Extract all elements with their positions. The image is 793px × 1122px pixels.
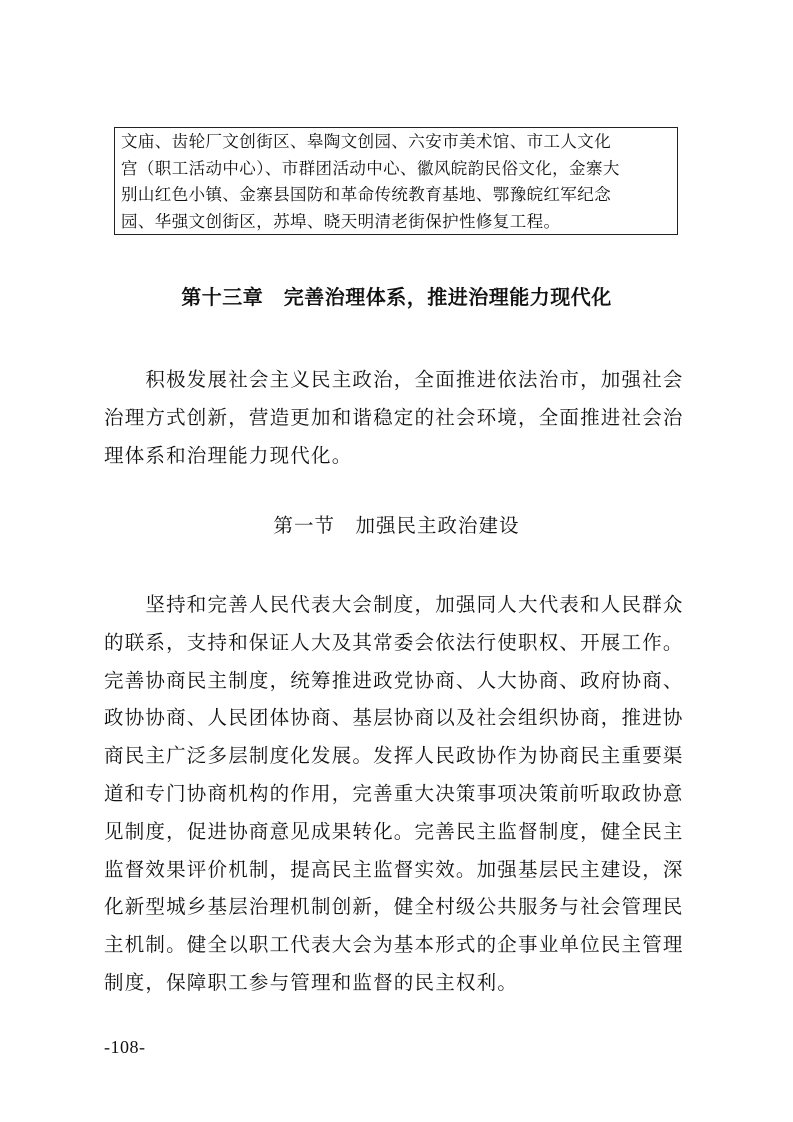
project-list-box xyxy=(114,127,678,235)
intro-paragraph xyxy=(104,361,694,474)
paragraph-line: 的联系，支持和保证人大及其常委会依法行使职权、开展工作。 xyxy=(104,630,684,654)
paragraph-line: 化新型城乡基层治理机制创新，健全村级公共服务与社会管理民 xyxy=(104,895,684,919)
paragraph-line: 制度，保障职工参与管理和监督的民主权利。 xyxy=(104,970,519,994)
paragraph-line: 商民主广泛多层制度化发展。发挥人民政协作为协商民主重要渠 xyxy=(104,744,684,768)
paragraph-line: 治理方式创新，营造更加和谐稳定的社会环境，全面推进社会治 xyxy=(104,405,684,429)
paragraph-line: 道和专门协商机构的作用，完善重大决策事项决策前听取政协意 xyxy=(104,781,684,805)
paragraph-line: 政协协商、人民团体协商、基层协商以及社会组织协商，推进协 xyxy=(104,706,684,730)
paragraph-line: 积极发展社会主义民主政治，全面推进依法治市，加强社会 xyxy=(104,368,684,391)
page-number: -108- xyxy=(104,1037,146,1057)
paragraph-line: 见制度，促进协商意见成果转化。完善民主监督制度，健全民主 xyxy=(104,819,684,843)
paragraph-line: 主机制。健全以职工代表大会为基本形式的企事业单位民主管理 xyxy=(104,933,684,957)
box-text-line: 宫（职工活动中心）、市群团活动中心、徽风皖韵民俗文化，金寨大 xyxy=(121,158,620,178)
paragraph-line: 坚持和完善人民代表大会制度，加强同人大代表和人民群众 xyxy=(104,593,684,616)
box-text-line: 别山红色小镇、金寨县国防和革命传统教育基地、鄂豫皖红军纪念 xyxy=(121,185,612,204)
paragraph-line: 监督效果评价机制，提高民主监督实效。加强基层民主建设，深 xyxy=(104,857,684,881)
box-text-line: 园、华强文创街区，苏埠、晓天明清老街保护性修复工程。 xyxy=(121,211,561,231)
section-title: 第一节 加强民主政治建设 xyxy=(273,514,520,537)
paragraph-line: 理体系和治理能力现代化。 xyxy=(104,443,353,467)
paragraph-line: 完善协商民主制度，统筹推进政党协商、人大协商、政府协商、 xyxy=(104,668,684,692)
section-paragraph xyxy=(104,586,694,1002)
box-text-line: 文庙、齿轮厂文创街区、皋陶文创园、六安市美术馆、市工人文化 xyxy=(121,132,612,151)
chapter-title: 第十三章 完善治理体系，推进治理能力现代化 xyxy=(181,285,612,309)
